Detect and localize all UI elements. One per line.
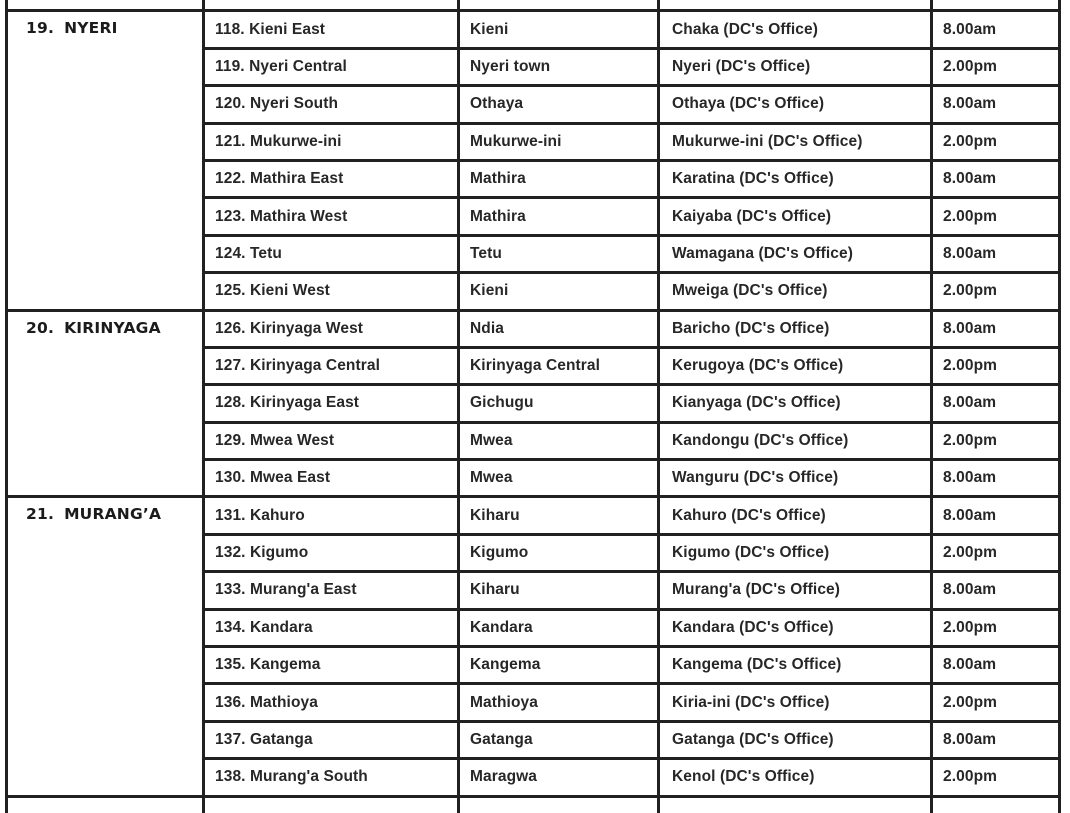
district-cell: Nyeri town (459, 48, 659, 85)
time-cell: 8.00am (932, 86, 1060, 123)
district-cell: Mukurwe-ini (459, 123, 659, 160)
time-cell: 2.00pm (932, 273, 1060, 310)
venue-cell: Nyeri (DC's Office) (659, 48, 932, 85)
time-cell: 2.00pm (932, 198, 1060, 235)
venue-cell: Kigumo (DC's Office) (659, 534, 932, 571)
constituency-cell: 137. Gatanga (204, 721, 459, 758)
constituency-cell: 125. Kieni West (204, 273, 459, 310)
district-cell: Tetu (459, 235, 659, 272)
district-cell: Kieni (459, 11, 659, 48)
venue-cell: Mukurwe-ini (DC's Office) (659, 123, 932, 160)
table-row (7, 11, 1060, 48)
venue-cell: Karatina (DC's Office) (659, 160, 932, 197)
county-number: 20. (26, 318, 55, 337)
constituency-cell: 127. Kirinyaga Central (204, 347, 459, 384)
time-cell: 8.00am (932, 647, 1060, 684)
constituency-schedule-table (5, 0, 1061, 813)
time-cell: 8.00am (932, 460, 1060, 497)
constituency-cell: 123. Mathira West (204, 198, 459, 235)
district-cell: Othaya (459, 86, 659, 123)
venue-cell: Mweiga (DC's Office) (659, 273, 932, 310)
county-cell (7, 11, 204, 310)
constituency-cell: 118. Kieni East (204, 11, 459, 48)
constituency-cell: 138. Murang'a South (204, 759, 459, 796)
venue-cell: Kiria-ini (DC's Office) (659, 684, 932, 721)
county-number: 19. (26, 19, 55, 38)
time-cell: 8.00am (932, 160, 1060, 197)
table-row (7, 497, 1060, 534)
venue-cell: Kerugoya (DC's Office) (659, 347, 932, 384)
constituency-cell: 124. Tetu (204, 235, 459, 272)
county-name: KIRINYAGA (64, 318, 161, 337)
time-cell: 2.00pm (932, 422, 1060, 459)
county-cell (7, 310, 204, 497)
time-cell: 2.00pm (932, 534, 1060, 571)
venue-cell: Kangema (DC's Office) (659, 647, 932, 684)
time-cell: 8.00am (932, 310, 1060, 347)
county-cell (7, 0, 204, 11)
district-cell: Kigumo (459, 534, 659, 571)
time-cell: 2.00pm (932, 123, 1060, 160)
district-cell: Mwea (459, 460, 659, 497)
constituency-cell: 129. Mwea West (204, 422, 459, 459)
district-cell: Kandara (459, 609, 659, 646)
district-cell: Gatanga (459, 721, 659, 758)
district-cell: Mwea (459, 422, 659, 459)
time-cell: 2.00pm (932, 759, 1060, 796)
county-name: MURANG’A (64, 505, 162, 524)
constituency-cell: 135. Kangema (204, 647, 459, 684)
constituency-cell: 134. Kandara (204, 609, 459, 646)
venue-cell: Kandara (DC's Office) (659, 609, 932, 646)
time-cell: 8.00am (932, 497, 1060, 534)
district-cell: Kiharu (459, 572, 659, 609)
venue-cell: Kandongu (DC's Office) (659, 422, 932, 459)
time-cell: 2.00pm (932, 684, 1060, 721)
constituency-cell: 126. Kirinyaga West (204, 310, 459, 347)
district-cell: Ndia (459, 310, 659, 347)
venue-cell (659, 796, 932, 813)
district-cell: Kirinyaga Central (459, 347, 659, 384)
constituency-cell: 132. Kigumo (204, 534, 459, 571)
time-cell: 8.00am (932, 11, 1060, 48)
county-cell (7, 796, 204, 813)
time-cell: 2.00pm (932, 48, 1060, 85)
venue-cell: Gatanga (DC's Office) (659, 721, 932, 758)
venue-cell: Kaiyaba (DC's Office) (659, 198, 932, 235)
constituency-cell: 119. Nyeri Central (204, 48, 459, 85)
venue-cell: Othaya (DC's Office) (659, 86, 932, 123)
district-cell (459, 0, 659, 11)
constituency-cell: 121. Mukurwe-ini (204, 123, 459, 160)
constituency-cell: 120. Nyeri South (204, 86, 459, 123)
time-cell (932, 0, 1060, 11)
constituency-cell: 122. Mathira East (204, 160, 459, 197)
table-row-partial-top (7, 0, 1060, 11)
district-cell: Gichugu (459, 385, 659, 422)
district-cell (459, 796, 659, 813)
district-cell: Mathira (459, 198, 659, 235)
venue-cell: Kenol (DC's Office) (659, 759, 932, 796)
constituency-cell: 130. Mwea East (204, 460, 459, 497)
district-cell: Kangema (459, 647, 659, 684)
county-number: 21. (26, 505, 55, 524)
district-cell: Maragwa (459, 759, 659, 796)
table-row (7, 310, 1060, 347)
venue-cell: Wanguru (DC's Office) (659, 460, 932, 497)
county-cell (7, 497, 204, 796)
time-cell: 2.00pm (932, 347, 1060, 384)
constituency-cell (204, 796, 459, 813)
venue-cell: Wamagana (DC's Office) (659, 235, 932, 272)
time-cell: 8.00am (932, 385, 1060, 422)
time-cell: 8.00am (932, 721, 1060, 758)
venue-cell: Murang'a (DC's Office) (659, 572, 932, 609)
time-cell (932, 796, 1060, 813)
constituency-cell (204, 0, 459, 11)
time-cell: 2.00pm (932, 609, 1060, 646)
constituency-cell: 128. Kirinyaga East (204, 385, 459, 422)
venue-cell: Baricho (DC's Office) (659, 310, 932, 347)
constituency-cell: 136. Mathioya (204, 684, 459, 721)
time-cell: 8.00am (932, 235, 1060, 272)
table-row-partial-bottom (7, 796, 1060, 813)
venue-cell: Chaka (DC's Office) (659, 11, 932, 48)
constituency-cell: 131. Kahuro (204, 497, 459, 534)
district-cell: Kieni (459, 273, 659, 310)
constituency-cell: 133. Murang'a East (204, 572, 459, 609)
county-name: NYERI (64, 19, 118, 38)
district-cell: Mathioya (459, 684, 659, 721)
district-cell: Mathira (459, 160, 659, 197)
time-cell: 8.00am (932, 572, 1060, 609)
venue-cell (659, 0, 932, 11)
venue-cell: Kianyaga (DC's Office) (659, 385, 932, 422)
district-cell: Kiharu (459, 497, 659, 534)
venue-cell: Kahuro (DC's Office) (659, 497, 932, 534)
